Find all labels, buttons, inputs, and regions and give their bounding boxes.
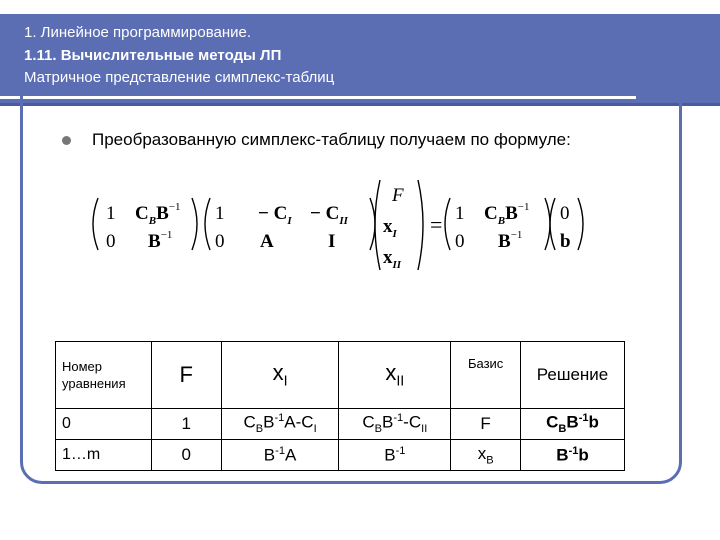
- m3-cell-22: $B^{-1}$: [498, 229, 523, 252]
- bullet-icon: [62, 136, 71, 145]
- m2-left-paren: [205, 198, 210, 250]
- m2-cell-22: A: [260, 231, 274, 252]
- m3-cell-21: 0: [455, 231, 465, 252]
- table-row: [56, 409, 625, 440]
- m1-cell-21: 0: [106, 231, 116, 252]
- header-basis: Базис: [451, 342, 521, 409]
- m1-left-paren: [93, 198, 98, 250]
- bullet-text: Преобразованную симплекс-таблицу получаем по формуле:: [92, 130, 571, 149]
- m2-cell-23: I: [328, 231, 336, 252]
- m1-cell-22: $B^{-1}$: [148, 229, 173, 252]
- slide-subtitle: Матричное представление симплекс-таблиц: [24, 69, 335, 86]
- row0-x1: $C_BB^{-1}A-C_I$: [221, 409, 339, 440]
- chapter-title: 1. Линейное программирование.: [24, 24, 252, 41]
- vec-f: F: [392, 185, 404, 206]
- vec-x2: $x_{II}$: [383, 247, 402, 271]
- header-f: F: [151, 342, 221, 409]
- row0-number: 0: [56, 409, 152, 440]
- m2-cell-12: − $C_I$: [258, 203, 292, 227]
- header-x2: $x_{II}$: [339, 342, 451, 409]
- m3-right-paren: [545, 198, 550, 250]
- table-row: [56, 440, 625, 471]
- m1-cell-11: 1: [106, 203, 116, 224]
- row1-basis: $x_B$: [451, 440, 521, 471]
- row0-solution: $C_BB^{-1}b$: [521, 409, 625, 440]
- vec-x1: $x_I$: [383, 216, 397, 240]
- row1-x1: $B^{-1}A$: [221, 440, 339, 471]
- row1-f: 0: [151, 440, 221, 471]
- m3-left-paren: [445, 198, 450, 250]
- row1-number: 1…m: [56, 440, 152, 471]
- m1-cell-12: $C_BB^{-1}$: [135, 201, 181, 227]
- vec-left-paren: [375, 180, 380, 270]
- simplex-table: [55, 341, 625, 471]
- m2-cell-13: − $C_{II}$: [310, 203, 348, 227]
- vec-right-paren: [418, 180, 423, 270]
- equals-sign: =: [430, 212, 443, 237]
- section-title: 1.11. Вычислительные методы ЛП: [24, 47, 282, 64]
- m4-cell-2: b: [560, 231, 571, 252]
- row1-x2: $B^{-1}$: [339, 440, 451, 471]
- row0-basis: F: [451, 409, 521, 440]
- m4-right-paren: [578, 198, 583, 250]
- header-x1: $x_I$: [221, 342, 339, 409]
- m4-left-paren: [550, 198, 555, 250]
- m2-right-paren: [370, 198, 375, 250]
- m3-cell-12: $C_BB^{-1}$: [484, 201, 530, 227]
- table-header-row: [56, 342, 625, 409]
- row0-x2: $C_BB^{-1}-C_{II}$: [339, 409, 451, 440]
- matrix-formula: [80, 174, 600, 274]
- row0-f: 1: [151, 409, 221, 440]
- header-equation-number: Номер уравнения: [56, 342, 152, 409]
- m4-cell-1: 0: [560, 203, 570, 224]
- m2-cell-21: 0: [215, 231, 225, 252]
- m3-cell-11: 1: [455, 203, 465, 224]
- m1-right-paren: [192, 198, 197, 250]
- header-solution: Решение: [521, 342, 625, 409]
- row1-solution: $B^{-1}b$: [521, 440, 625, 471]
- m2-cell-11: 1: [215, 203, 225, 224]
